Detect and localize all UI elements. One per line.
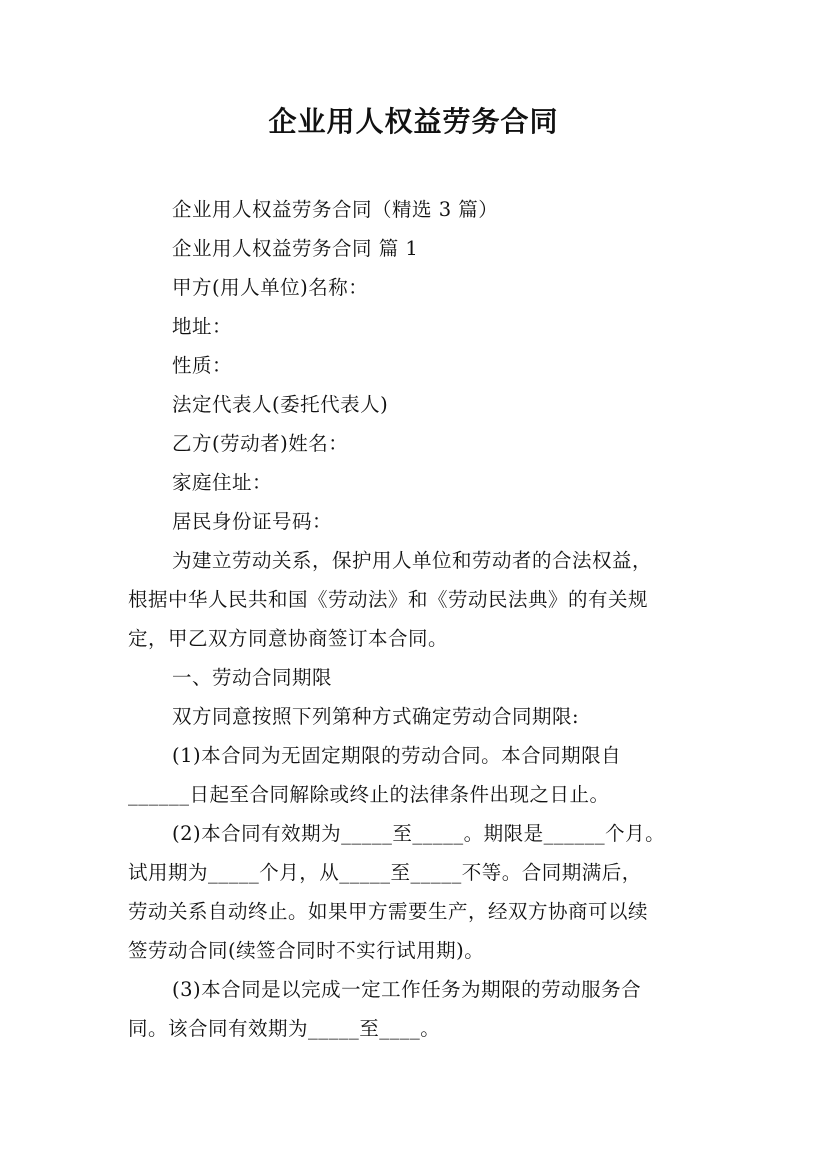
document-line: (1)本合同为无固定期限的劳动合同。本合同期限自 bbox=[172, 744, 622, 767]
document-line: (3)本合同是以完成一定工作任务为期限的劳动服务合 bbox=[172, 978, 642, 1001]
document-line: 为建立劳动关系，保护用人单位和劳动者的合法权益， bbox=[172, 549, 653, 572]
document-line: 企业用人权益劳务合同 篇 1 bbox=[172, 237, 419, 260]
document-line: 签劳动合同(续签合同时不实行试用期)。 bbox=[128, 939, 485, 962]
document-line: 地址： bbox=[172, 315, 233, 338]
document-line: 劳动关系自动终止。如果甲方需要生产，经双方协商可以续 bbox=[128, 900, 649, 923]
document-line: 居民身份证号码： bbox=[172, 510, 333, 533]
document-line: 法定代表人(委托代表人) bbox=[172, 393, 389, 416]
document-line: 一、劳动合同期限 bbox=[172, 666, 333, 689]
document-line: 定，甲乙双方同意协商签订本合同。 bbox=[128, 627, 449, 650]
document-body bbox=[128, 190, 718, 1048]
document-line: 同。该合同有效期为_____至____。 bbox=[128, 1017, 441, 1040]
document-line: 性质： bbox=[172, 354, 233, 377]
document-line: 甲方(用人单位)名称： bbox=[172, 276, 369, 299]
document-line: 家庭住址： bbox=[172, 471, 273, 494]
document-title: 企业用人权益劳务合同 bbox=[268, 105, 559, 138]
document-line: 双方同意按照下列第种方式确定劳动合同期限: bbox=[172, 705, 580, 728]
document-line: ______日起至合同解除或终止的法律条件出现之日止。 bbox=[128, 783, 610, 806]
document-line: 试用期为_____个月，从_____至_____不等。合同期满后， bbox=[128, 861, 642, 884]
document-line: (2)本合同有效期为_____至_____。期限是______个月。 bbox=[172, 822, 666, 845]
document-line: 企业用人权益劳务合同（精选 3 篇） bbox=[172, 198, 499, 221]
document-line: 根据中华人民共和国《劳动法》和《劳动民法典》的有关规 bbox=[128, 588, 649, 611]
document-line: 乙方(劳动者)姓名： bbox=[172, 432, 349, 455]
